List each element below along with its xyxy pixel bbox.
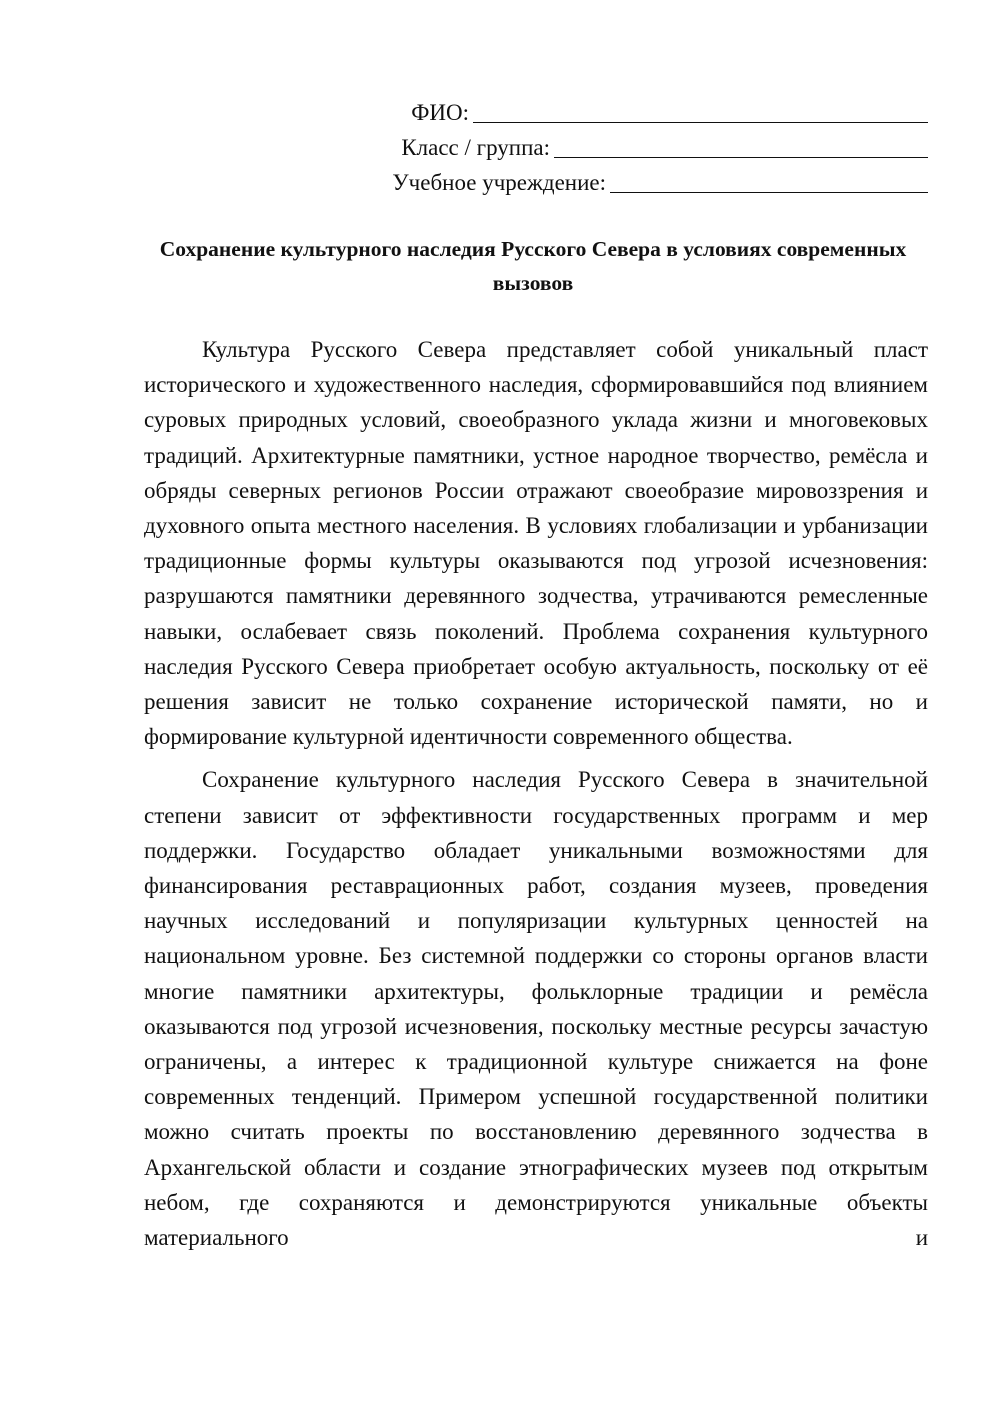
paragraph: Сохранение культурного наследия Русского Севера в значительной степени зависит от эффективности государственных программ и мер поддержки. Государство обладает уникальными возможностями для финансирования реставрационных работ, создания музеев, проведения научных исследований и популяризации культурных ценностей на национальном уровне. Без системной поддержки со стороны органов власти многие памятники архитектуры, фольклорные традиции и ремёсла оказываются под угрозой исчезновения, поскольку местные ресурсы зачастую ограничены, а интерес к традиционной культуре снижается на фоне современных тенденций. Примером успешной государственной политики можно считать проекты по восстановлению деревянного зодчества в Архангельской области и создание этнографических музеев под открытым небом, где сохраняются и демонстрируются уникальные объекты материального и	[144, 767, 928, 1251]
class-label: Класс / группа:	[401, 135, 550, 160]
institution-field[interactable]	[610, 170, 928, 193]
fio-row	[328, 92, 928, 127]
paragraph: Культура Русского Севера представляет собой уникальный пласт исторического и художественного наследия, сформировавшийся под влиянием суровых природных условий, своеобразного уклада жизни и многовековых традиций. Архитектурные памятники, устное народное творчество, ремёсла и обряды северных регионов России отражают своеобразие мировоззрения и духовного опыта местного населения. В условиях глобализации и урбанизации традиционные формы культуры оказываются под угрозой исчезновения: разрушаются памятники деревянного зодчества, утрачиваются ремесленные навыки, ослабевает связь поколений. Проблема сохранения культурного наследия Русского Севера приобретает особую актуальность, поскольку от её решения зависит не только сохранение исторической памяти, но и формирование культурной идентичности современного общества.	[144, 337, 928, 750]
institution-row	[328, 162, 928, 197]
institution-label: Учебное учреждение:	[392, 170, 606, 195]
document-body	[144, 332, 928, 1255]
document-title: Сохранение культурного наследия Русского Севера в условиях современных вызовов	[159, 237, 907, 295]
class-field[interactable]	[554, 135, 928, 158]
student-info-block	[328, 92, 928, 197]
class-row	[328, 127, 928, 162]
fio-label: ФИО:	[411, 100, 469, 125]
fio-field[interactable]	[473, 100, 928, 123]
